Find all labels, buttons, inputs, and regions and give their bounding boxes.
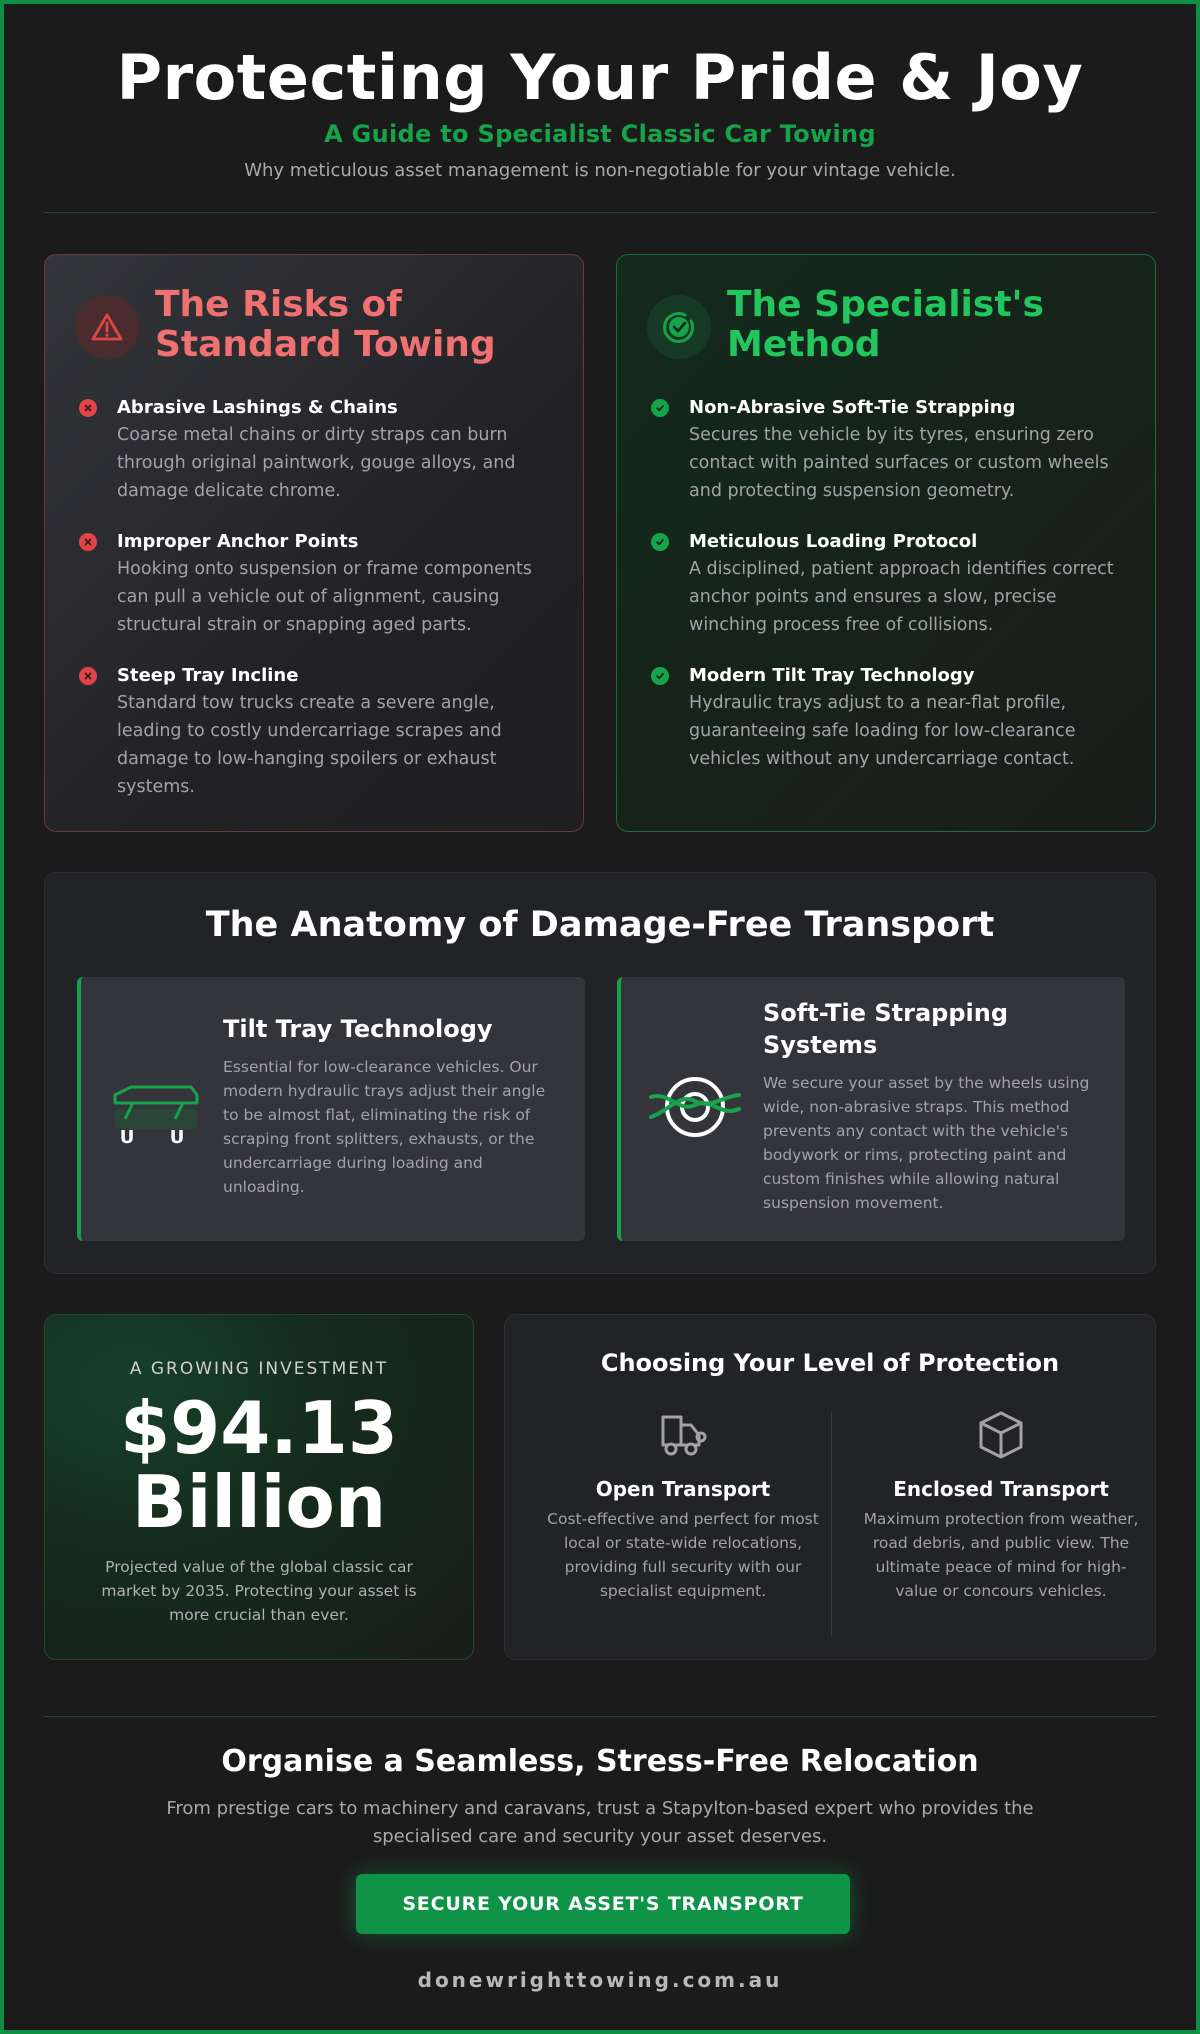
check-circle-icon [651, 667, 669, 685]
risk-item-title: Improper Anchor Points [117, 531, 359, 552]
cta-section [4, 1744, 1196, 1851]
investment-label: A GROWING INVESTMENT [129, 1359, 389, 1379]
x-circle-icon [79, 533, 97, 551]
cta-text: From prestige cars to machinery and caravans, trust a Stapylton-based expert who provides the specialised care and security your asset deserves. [166, 1798, 1034, 1847]
cta-divider [44, 1716, 1156, 1717]
specialist-card [616, 254, 1156, 832]
option-enclosed-transport [861, 1407, 1141, 1603]
risk-item-text: Hooking onto suspension or frame components can pull a vehicle out of alignment, causing structural strain or snapping aged parts. [117, 559, 532, 635]
specialist-item-text: Hydraulic trays adjust to a near-flat profile, guaranteeing safe loading for low-clearance vehicles without any undercarriage contact. [689, 693, 1076, 769]
page-title: Protecting Your Pride & Joy [116, 41, 1084, 114]
feature-title: Tilt Tray Technology [223, 1015, 493, 1043]
option-open-transport [543, 1407, 823, 1603]
option-title: Enclosed Transport [893, 1477, 1109, 1501]
specialist-item-text: A disciplined, patient approach identifies correct anchor points and ensures a slow, precise winching process free of collisions. [689, 559, 1114, 635]
box-icon [973, 1407, 1029, 1463]
truck-icon [655, 1407, 711, 1463]
risks-title: The Risks of Standard Towing [155, 284, 496, 365]
risk-item-text: Coarse metal chains or dirty straps can burn through original paintwork, gouge alloys, and damage delicate chrome. [117, 425, 516, 501]
feature-text: Essential for low-clearance vehicles. Our modern hydraulic trays adjust their angle to be almost flat, eliminating the risk of scraping front splitters, exhausts, or the undercarriage during loading and unloading. [223, 1058, 546, 1196]
risk-item [75, 663, 555, 801]
warning-triangle-icon [75, 295, 139, 359]
website-link[interactable]: donewrighttowing.com.au [417, 1968, 783, 1992]
specialist-item-title: Non-Abrasive Soft-Tie Strapping [689, 397, 1016, 418]
specialist-item [647, 395, 1127, 505]
risk-item-title: Abrasive Lashings & Chains [117, 397, 398, 418]
option-title: Open Transport [595, 1477, 771, 1501]
specialist-item [647, 663, 1127, 773]
tilt-tray-icon [109, 1073, 201, 1153]
feature-soft-tie [617, 977, 1125, 1241]
risk-item [75, 529, 555, 639]
investment-value: $94.13 Billion [120, 1386, 398, 1544]
feature-title: Soft-Tie Strapping Systems [763, 999, 1008, 1059]
risk-item-title: Steep Tray Incline [117, 665, 299, 686]
check-circle-icon [651, 533, 669, 551]
svg-text:U: U [169, 1127, 185, 1148]
check-badge-icon [647, 295, 711, 359]
option-text: Maximum protection from weather, road debris, and public view. The ultimate peace of mind for high-value or concours vehicles. [863, 1510, 1139, 1600]
strapped-wheel-icon [649, 1067, 741, 1147]
secure-transport-button[interactable]: SECURE YOUR ASSET'S TRANSPORT [356, 1874, 850, 1934]
anatomy-section [44, 872, 1156, 1274]
column-divider [831, 1411, 832, 1637]
page-tagline: Why meticulous asset management is non-negotiable for your vintage vehicle. [244, 160, 956, 181]
risk-item-text: Standard tow trucks create a severe angle, leading to costly undercarriage scrapes and damage to low-hanging spoilers or exhaust systems. [117, 693, 502, 797]
header [4, 40, 1196, 181]
specialist-item-title: Modern Tilt Tray Technology [689, 665, 975, 686]
risk-item [75, 395, 555, 505]
page-subtitle: A Guide to Specialist Classic Car Towing [324, 120, 876, 148]
anatomy-title: The Anatomy of Damage-Free Transport [205, 905, 995, 945]
protection-card [504, 1314, 1156, 1660]
specialist-item-title: Meticulous Loading Protocol [689, 531, 978, 552]
x-circle-icon [79, 399, 97, 417]
specialist-item-text: Secures the vehicle by its tyres, ensuring zero contact with painted surfaces or custom wheels and protecting suspension geometry. [689, 425, 1109, 501]
risks-card [44, 254, 584, 832]
feature-tilt-tray [77, 977, 585, 1241]
specialist-item [647, 529, 1127, 639]
cta-title: Organise a Seamless, Stress-Free Relocation [221, 1744, 979, 1779]
investment-card [44, 1314, 474, 1660]
header-divider [44, 212, 1156, 213]
specialist-title: The Specialist's Method [727, 284, 1044, 365]
x-circle-icon [79, 667, 97, 685]
svg-text:U: U [119, 1127, 135, 1148]
protection-title: Choosing Your Level of Protection [600, 1349, 1060, 1377]
option-text: Cost-effective and perfect for most local or state-wide relocations, providing full security with our specialist equipment. [547, 1510, 819, 1600]
feature-text: We secure your asset by the wheels using wide, non-abrasive straps. This method prevents any contact with the vehicle's bodywork or rims, protecting paint and custom finishes while allowing natural suspension movement. [763, 1074, 1090, 1212]
check-circle-icon [651, 399, 669, 417]
investment-text: Projected value of the global classic car market by 2035. Protecting your asset is more crucial than ever. [101, 1558, 417, 1624]
